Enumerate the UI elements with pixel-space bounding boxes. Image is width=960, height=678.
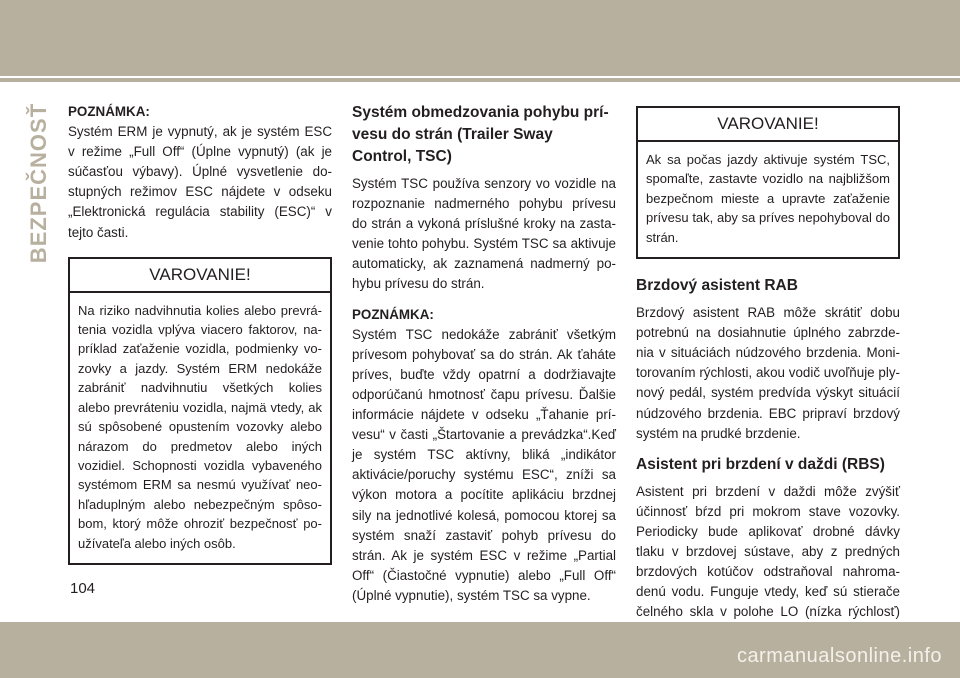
warning-box: [636, 106, 900, 259]
column-2: [352, 102, 616, 606]
tsc-note-text: Systém TSC nedokáže zabrániť všetkým prívesom pohybovať sa do strán. Ak ťaháte príves, buďte vždy opatrní a dodržiavajte odporúčanú hmotnosť čapu prívesu. Ďalšie informácie nájdete v odseku „Ťahanie prívesu“ v časti „Štartovanie a prevádzka“.Keď je systém TSC aktívny, bliká „indikátor aktivácie/poruchy systému ESC“, zníži sa výkon motora a pocítite aplikáciu brzdnej sily na jednotlivé kolesá, pomocou ktorej sa systém snaží zastaviť pohyb prívesu do strán. Ak je systém ESC v režime „Partial Off“ (Čiastočné vypnutie) alebo „Full Off“ (Úplné vypnutie), systém TSC sa vypne.: [352, 326, 616, 603]
warning-title: VAROVANIE!: [638, 108, 898, 142]
column-1: [68, 102, 332, 565]
header-stripe: [0, 0, 960, 76]
section-heading-rbs: Asistent pri brzdení v daždi (RBS): [636, 455, 885, 473]
note-title: POZNÁMKA:: [352, 306, 434, 322]
section-tab-label: BEZPEČNOSŤ: [26, 102, 51, 264]
warning-title: VAROVANIE!: [70, 259, 330, 293]
footer-rule: [0, 619, 960, 622]
section-heading-tsc: Systém obmedzovania pohybu prívesu do strán (Trailer Sway Control, TSC): [352, 104, 609, 165]
tsc-paragraph: Systém TSC používa senzory vo vozidle na rozpoznanie nadmerného pohybu prívesu do strán a vykoná príslušné kroky na zastavenie tohto pohybu. Systém TSC sa aktivuje automaticky, ak zaznamená nadmerný pohybu prívesu do strán.: [352, 176, 616, 292]
section-tab: [24, 100, 54, 270]
warning-box: [68, 257, 332, 565]
top-header-band: [0, 0, 960, 85]
warning-text: Na riziko nadvihnutia kolies alebo prevrátenia vozidla vplýva viacero faktorov, napríklad zaťaženie vozidla, podmienky vozovky a jazdy. Systém ERM nedokáže zabrániť nadvihnutiu všetkých kolies alebo prevráteniu vozidla, najmä vtedy, ak sú spôsobené opustením vozovky alebo nárazom do predmetov alebo iných vozidiel. Schopnosti vozidla vybaveného systémom ERM sa nesmú využívať neohľaduplným alebo nebezpečným spôsobom, ktorý môže ohroziť bezpečnosť používateľa alebo iných osôb.: [78, 302, 322, 551]
section-heading-rab: Brzdový asistent RAB: [636, 277, 798, 295]
watermark: carmanualsonline.info: [736, 645, 942, 667]
note-title: POZNÁMKA:: [68, 104, 150, 119]
header-rule: [0, 78, 960, 82]
warning-text: Ak sa počas jazdy aktivuje systém TSC, spomaľte, zastavte vozidlo na najbližšom bezpečnom mieste a upravte zaťaženie prívesu tak, aby sa príves nepohyboval do strán.: [646, 152, 890, 245]
note-text: Systém ERM je vypnutý, ak je systém ESC v režime „Full Off“ (Úplne vypnutý) (ak je súčasťou výbavy). Úplné vysvetlenie dostupných režimov ESC nájdete v odseku „Elektronická regulácia stability (ESC)“ v tejto časti.: [68, 124, 332, 240]
page-number: 104: [70, 580, 96, 597]
column-3: [636, 102, 900, 642]
rab-paragraph: Brzdový asistent RAB môže skrátiť dobu potrebnú na dosiahnutie úplného zabrzdenia v situáciách núdzového brzdenia. Monitorovaním rýchlosti, akou vodič uvoľňuje plynový pedál, systém predvída výskyt situácií núdzového brzdenia. EBC pripraví brzdový systém na prudké brzdenie.: [636, 305, 900, 441]
rbs-paragraph: Asistent pri brzdení v daždi môže zvýšiť účinnosť bŕzd pri mokrom stave vozovky. Periodicky bude aplikovať drobné dávky tlaku v brzdovej sústave, aby z predných brzdových kotúčov odstraňoval nahromadenú vodu. Funguje vtedy, keď sú stierače čelného skla v polohe LO (nízka rýchlosť): [636, 483, 900, 620]
